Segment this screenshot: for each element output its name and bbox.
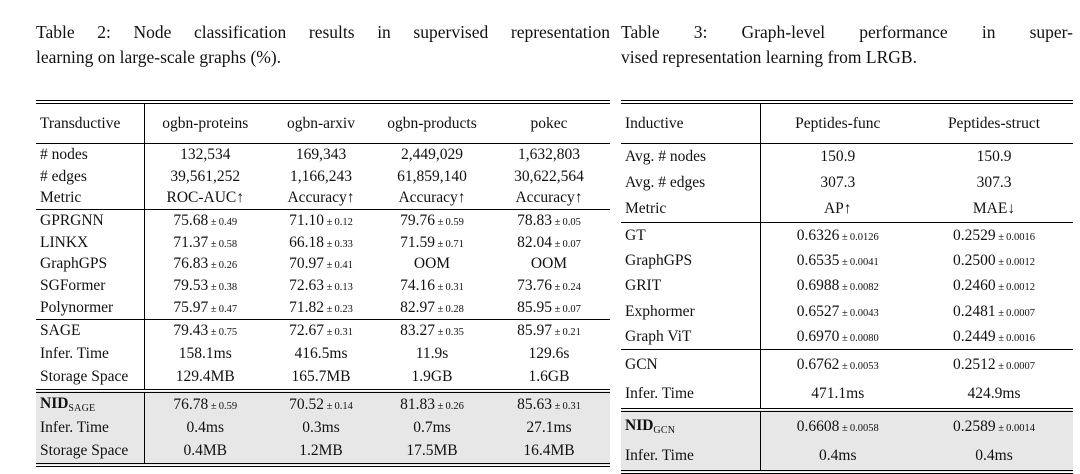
table-cell — [915, 223, 1073, 249]
table-cell: OOM — [530, 255, 568, 273]
table-cell: 0.3ms — [302, 418, 340, 436]
cell-value: 76.83 — [173, 255, 209, 273]
table-cell — [266, 232, 376, 254]
table-cell: 416.5ms — [294, 345, 348, 363]
table2-block — [36, 20, 610, 467]
row-label: Infer. Time — [36, 416, 144, 439]
row-label: GPRGNN — [36, 210, 144, 232]
cell-value: 85.97 — [517, 322, 552, 340]
table-cell — [376, 210, 488, 232]
cell-value: 71.10 — [289, 211, 324, 229]
table-cell — [266, 297, 376, 319]
table3-caption-line-2: vised representation learning from LRGB. — [621, 46, 917, 67]
cell-stddev: ± 0.58 — [208, 238, 238, 250]
cell-stddev: ± 0.0012 — [995, 256, 1035, 268]
table-cell — [144, 253, 266, 275]
table-cell — [760, 350, 915, 380]
table-cell — [488, 319, 610, 343]
row-label: Infer. Time — [36, 343, 144, 366]
table-cell: 11.9s — [415, 345, 449, 363]
table-cell: 39,561,252 — [170, 167, 241, 185]
table3 — [621, 100, 1073, 474]
table-cell: MAE↓ — [972, 200, 1016, 217]
row-label: SAGE — [36, 319, 144, 343]
table-cell: 1,166,243 — [290, 167, 352, 185]
cell-stddev: ± 0.75 — [208, 327, 238, 339]
table-cell — [488, 275, 610, 297]
cell-stddev: ± 0.12 — [324, 216, 353, 228]
row-label — [621, 410, 760, 441]
cell-value: 0.2449 — [953, 327, 996, 345]
cell-value: 0.6527 — [796, 302, 840, 320]
row-label: Storage Space — [36, 439, 144, 464]
cell-value: 0.2460 — [953, 277, 996, 295]
table-cell: 1.6GB — [528, 368, 570, 386]
cell-value: 82.04 — [517, 233, 552, 251]
table-cell: 1.2MB — [299, 442, 343, 460]
table-cell: OOM — [413, 255, 451, 273]
cell-stddev: ± 0.0053 — [839, 360, 879, 372]
table-cell — [488, 297, 610, 319]
table-cell — [144, 232, 266, 254]
cell-stddev: ± 0.0080 — [839, 332, 879, 344]
table-row — [36, 297, 610, 319]
row-label: GraphGPS — [36, 253, 144, 275]
table-row — [36, 187, 610, 209]
cell-value: 0.6988 — [796, 277, 840, 295]
table2-caption — [36, 20, 610, 69]
column-header: Peptides-func — [795, 114, 881, 132]
cell-stddev: ± 0.0012 — [995, 282, 1035, 294]
table-row — [36, 232, 610, 254]
cell-stddev: ± 0.0041 — [839, 256, 879, 268]
method-name: NID — [40, 395, 69, 413]
cell-stddev: ± 0.07 — [552, 303, 581, 315]
table-row — [36, 144, 610, 166]
column-header: ogbn-proteins — [162, 114, 249, 132]
table-cell: 307.3 — [820, 174, 856, 191]
cell-stddev: ± 0.0007 — [995, 360, 1035, 372]
table-cell — [760, 324, 915, 350]
table-cell: 424.9ms — [967, 384, 1021, 402]
cell-stddev: ± 0.38 — [208, 281, 238, 293]
row-label: # nodes — [36, 144, 144, 166]
cell-value: 79.43 — [173, 322, 209, 340]
header-row — [36, 102, 610, 144]
cell-stddev: ± 0.0007 — [995, 307, 1035, 319]
table-cell — [915, 299, 1073, 324]
table3-section-nid-gcn — [621, 410, 1073, 472]
table3-section-gcn — [621, 350, 1073, 411]
table3-header — [621, 102, 1073, 144]
table-cell: 0.4ms — [975, 446, 1013, 464]
table3-section-stats — [621, 144, 1073, 223]
table2-section-sage — [36, 319, 610, 391]
table-cell: 1.9GB — [411, 368, 453, 386]
row-label: Avg. # edges — [621, 170, 760, 196]
cell-stddev: ± 0.26 — [208, 260, 238, 272]
table2-caption-line-1: Table 2: Node classification results in supervised representation — [36, 22, 610, 42]
table-cell: Accuracy↑ — [398, 189, 466, 207]
row-label: GraphGPS — [621, 248, 760, 273]
cell-stddev: ± 0.26 — [435, 400, 464, 412]
table-row — [621, 379, 1073, 410]
cell-stddev: ± 0.47 — [208, 303, 238, 315]
cell-value: 85.63 — [517, 395, 552, 413]
method-name: NID — [625, 417, 654, 435]
table-cell — [760, 274, 915, 299]
row-label: GT — [621, 223, 760, 249]
method-subscript: SAGE — [68, 403, 96, 415]
cell-stddev: ± 0.31 — [435, 281, 464, 293]
cell-value: 0.2589 — [953, 417, 996, 435]
cell-stddev: ± 0.49 — [208, 216, 238, 228]
row-label: Avg. # nodes — [621, 144, 760, 171]
table-row — [36, 343, 610, 366]
cell-value: 82.97 — [400, 298, 435, 316]
table-cell: 0.4ms — [819, 446, 857, 464]
cell-stddev: ± 0.0058 — [839, 422, 879, 434]
table2-section-baselines — [36, 210, 610, 319]
table3-section-baselines — [621, 223, 1073, 350]
row-label: Infer. Time — [621, 379, 760, 410]
table-cell — [266, 210, 376, 232]
cell-value: 71.59 — [400, 233, 435, 251]
table-cell — [760, 299, 915, 324]
cell-value: 85.95 — [517, 298, 552, 316]
cell-value: 0.2481 — [953, 302, 996, 320]
table-cell — [376, 391, 488, 416]
cell-value: 0.6970 — [796, 327, 840, 345]
cell-value: 0.2500 — [953, 251, 996, 269]
row-label: Metric — [621, 196, 760, 223]
table-cell — [760, 410, 915, 441]
row-label — [36, 391, 144, 416]
cell-value: 72.67 — [289, 322, 324, 340]
table-cell — [915, 274, 1073, 299]
table3-mount — [621, 100, 1073, 474]
cell-value: 72.63 — [289, 276, 324, 294]
table-row — [36, 210, 610, 232]
table-cell — [266, 319, 376, 343]
table-cell — [376, 319, 488, 343]
cell-value: 70.52 — [289, 395, 324, 413]
cell-value: 0.6762 — [796, 355, 840, 373]
cell-stddev: ± 0.0016 — [995, 332, 1035, 344]
table-row — [621, 248, 1073, 273]
cell-stddev: ± 0.24 — [552, 281, 581, 293]
row-label: Storage Space — [36, 366, 144, 391]
cell-value: 79.53 — [173, 276, 209, 294]
cell-stddev: ± 0.13 — [324, 281, 353, 293]
header-setting-label: Transductive — [36, 102, 144, 144]
table-cell — [488, 232, 610, 254]
method-subscript: GCN — [653, 425, 676, 437]
table-cell: 132,534 — [180, 145, 231, 163]
table-cell — [266, 253, 376, 275]
cell-stddev: ± 0.14 — [324, 400, 353, 412]
table-cell — [376, 275, 488, 297]
table-cell: 471.1ms — [811, 384, 865, 402]
table-cell: 129.4MB — [175, 368, 235, 386]
cell-stddev: ± 0.05 — [552, 216, 581, 228]
header-setting-label: Inductive — [621, 102, 760, 144]
table-row — [621, 441, 1073, 472]
table-cell: Accuracy↑ — [287, 189, 355, 207]
table-cell: 27.1ms — [526, 418, 572, 436]
column-header: Peptides-struct — [947, 114, 1041, 132]
table-cell — [488, 210, 610, 232]
table-row — [621, 350, 1073, 380]
cell-value: 75.97 — [173, 298, 209, 316]
table-cell: 30,622,564 — [514, 167, 584, 185]
cell-stddev: ± 0.59 — [435, 216, 464, 228]
column-header: ogbn-arxiv — [286, 114, 355, 132]
row-label: GRIT — [621, 274, 760, 299]
table2-caption-line-2: learning on large-scale graphs (%). — [36, 46, 282, 67]
table-row — [36, 391, 610, 416]
cell-stddev: ± 0.28 — [435, 303, 464, 315]
table2-header — [36, 102, 610, 144]
table-cell: 0.4ms — [186, 418, 224, 436]
table-cell: 16.4MB — [523, 442, 575, 460]
table-cell — [144, 297, 266, 319]
row-label: # edges — [36, 166, 144, 188]
row-label: SGFormer — [36, 275, 144, 297]
table-cell: Accuracy↑ — [515, 189, 583, 207]
header-row — [621, 102, 1073, 144]
table-row — [621, 170, 1073, 196]
table-row — [621, 324, 1073, 350]
cell-value: 66.18 — [289, 233, 324, 251]
table2-section-stats — [36, 144, 610, 210]
table-cell: 158.1ms — [178, 345, 232, 363]
cell-value: 71.82 — [289, 298, 324, 316]
table-row — [36, 253, 610, 275]
table-cell: ROC-AUC↑ — [166, 189, 244, 207]
table-cell: 0.7ms — [413, 418, 451, 436]
table-row — [621, 274, 1073, 299]
cell-value: 70.97 — [289, 255, 324, 273]
column-header: ogbn-products — [387, 114, 477, 132]
table2 — [36, 100, 610, 467]
cell-stddev: ± 0.0014 — [995, 422, 1035, 434]
table-cell: 150.9 — [976, 148, 1012, 165]
cell-value: 81.83 — [400, 395, 435, 413]
cell-value: 83.27 — [400, 322, 435, 340]
cell-stddev: ± 0.0126 — [839, 231, 879, 243]
table3-caption-line-1: Table 3: Graph-level performance in super- — [621, 22, 1073, 42]
table-row — [36, 275, 610, 297]
table-cell — [144, 210, 266, 232]
cell-stddev: ± 0.41 — [324, 260, 353, 272]
table-row — [621, 299, 1073, 324]
table-cell — [915, 410, 1073, 441]
cell-stddev: ± 0.07 — [552, 238, 581, 250]
cell-stddev: ± 0.59 — [208, 400, 238, 412]
table-cell — [760, 248, 915, 273]
table3-block — [621, 20, 1073, 474]
table-row — [36, 366, 610, 391]
cell-stddev: ± 0.31 — [324, 327, 353, 339]
cell-value: 0.6535 — [796, 251, 840, 269]
cell-value: 73.76 — [517, 276, 552, 294]
table-cell: 307.3 — [976, 174, 1012, 191]
row-label: LINKX — [36, 232, 144, 254]
table3-caption — [621, 20, 1073, 69]
cell-stddev: ± 0.35 — [435, 327, 464, 339]
cell-value: 78.83 — [517, 211, 552, 229]
table-cell — [376, 232, 488, 254]
table-cell — [266, 391, 376, 416]
row-label: Graph ViT — [621, 324, 760, 350]
table-cell — [144, 319, 266, 343]
cell-value: 0.2512 — [953, 355, 996, 373]
cell-stddev: ± 0.0043 — [839, 307, 879, 319]
table-cell: 2,449,029 — [401, 145, 463, 163]
table-row — [36, 319, 610, 343]
cell-value: 75.68 — [173, 211, 209, 229]
column-header: pokec — [530, 114, 568, 132]
table-cell: 165.7MB — [291, 368, 351, 386]
cell-value: 71.37 — [173, 233, 209, 251]
table-row — [621, 410, 1073, 441]
table-cell: 17.5MB — [406, 442, 458, 460]
table-cell — [915, 248, 1073, 273]
row-label: Infer. Time — [621, 441, 760, 472]
cell-stddev: ± 0.71 — [435, 238, 464, 250]
table-row — [36, 416, 610, 439]
cell-value: 79.76 — [400, 211, 435, 229]
table-cell — [144, 391, 266, 416]
row-label: Exphormer — [621, 299, 760, 324]
cell-value: 76.78 — [173, 395, 209, 413]
table-cell — [760, 223, 915, 249]
table-cell — [376, 297, 488, 319]
cell-stddev: ± 0.0082 — [839, 282, 879, 294]
cell-stddev: ± 0.0016 — [995, 231, 1035, 243]
cell-stddev: ± 0.31 — [552, 400, 581, 412]
cell-value: 0.6608 — [796, 417, 840, 435]
table-row — [621, 223, 1073, 249]
cell-value: 0.6326 — [796, 226, 840, 244]
table-cell — [488, 391, 610, 416]
table2-mount — [36, 100, 610, 467]
table-cell — [144, 275, 266, 297]
cell-stddev: ± 0.33 — [324, 238, 353, 250]
table-cell: AP↑ — [823, 200, 852, 217]
cell-value: 0.2529 — [953, 226, 996, 244]
table-cell: 0.4MB — [183, 442, 227, 460]
cell-stddev: ± 0.21 — [552, 327, 581, 339]
cell-value: 74.16 — [400, 276, 435, 294]
table2-section-nid-sage — [36, 391, 610, 465]
table-row — [36, 166, 610, 188]
table-cell: 61,859,140 — [397, 167, 467, 185]
row-label: Polynormer — [36, 297, 144, 319]
table-cell: 129.6s — [528, 345, 570, 363]
table-row — [621, 196, 1073, 223]
table-row — [36, 439, 610, 464]
row-label: Metric — [36, 187, 144, 209]
table-cell: 1,632,803 — [518, 145, 580, 163]
table-cell: 150.9 — [820, 148, 856, 165]
table-row — [621, 144, 1073, 171]
table-cell — [266, 275, 376, 297]
row-label: GCN — [621, 350, 760, 380]
table-cell: 169,343 — [295, 145, 347, 163]
cell-stddev: ± 0.23 — [324, 303, 353, 315]
table-cell — [915, 350, 1073, 380]
table-cell — [915, 324, 1073, 350]
